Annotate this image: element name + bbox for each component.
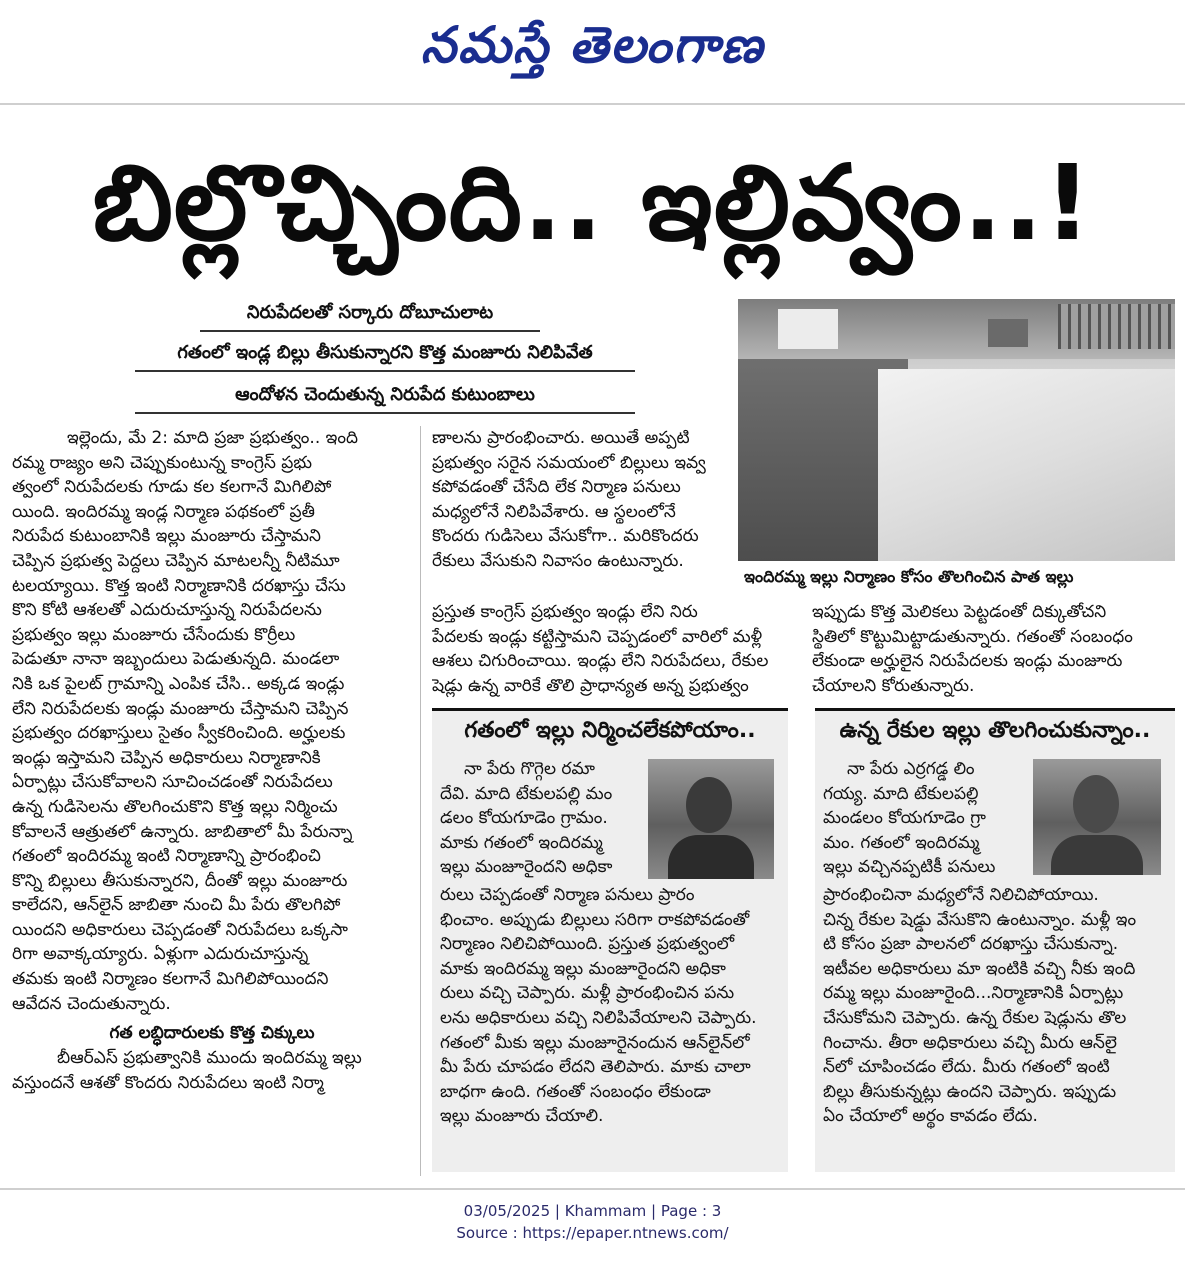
body-line: పేదలకు ఇండ్లు కట్టిస్తామని చెప్పడంలో వారిలో మళ్లీ <box>432 626 763 647</box>
body-line: రేకులు వేసుకుని నివాసం ఉంటున్నారు. <box>432 550 684 571</box>
body-line: రమ్మ ఇల్లు మంజూరైంది...నిర్మాణానికి ఏర్పాట్లు <box>823 983 1124 1004</box>
body-line: గయ్య. మాది టేకులపల్లి <box>823 783 979 804</box>
body-line: నిరుపేద కుటుంబానికి ఇల్లు మంజూరు చేస్తామని <box>12 526 321 547</box>
body-line: చేసుకోమని చెప్పారు. ఉన్న రేకుల షెడ్లును తొల <box>823 1007 1127 1028</box>
body-line: భించాం. అప్పుడు బిల్లులు సరిగా రాకపోవడంతో <box>440 909 750 930</box>
body-line: కాలేదని, ఆన్‌లైన్ జాబితా నుంచి మీ పేరు తొలగిపో <box>12 895 341 916</box>
article-column-2 <box>432 426 732 574</box>
body-line: ఇల్లు మంజూరు చేయాలి. <box>440 1106 604 1127</box>
body-line: ణాలను ప్రారంభించారు. అయితే అప్పటి <box>432 428 690 448</box>
page-footer <box>0 1200 1185 1260</box>
body-line: ఆశలు చిగురించాయి. ఇండ్లు లేని నిరుపేదలు, రేకుల <box>432 651 769 672</box>
quote-box-2 <box>815 708 1175 1172</box>
body-line: ఆవేదన చెందుతున్నారు. <box>12 993 171 1014</box>
body-line: చెప్పిన ప్రభుత్వ పెద్దలు చెప్పిన మాటలన్నీ నీటిమూ <box>12 550 340 571</box>
source-link[interactable]: Source : https://epaper.ntnews.com/ <box>456 1224 729 1242</box>
deck-line-2: గతంలో ఇండ్ల బిల్లు తీసుకున్నారని కొత్త మంజూరు నిలిపివేత <box>135 340 635 372</box>
body-line: ప్రారంభించినా మధ్యలోనే నిలిచిపోయాయి. <box>823 885 1099 905</box>
body-line: యింది. ఇందిరమ్మ ఇండ్ల నిర్మాణ పథకంలో ప్రతీ <box>12 501 315 522</box>
body-line: లను అధికారులు వచ్చి నిలిపివేయాలని చెప్పారు. <box>440 1007 757 1028</box>
quote-box-title: గతంలో ఇల్లు నిర్మించలేకపోయాం.. <box>464 718 756 743</box>
body-line: బిల్లు తీసుకున్నట్లు ఉందని చెప్పారు. ఇప్పుడు <box>823 1081 1117 1102</box>
body-line: మీ పేరు చూపడం లేదని తెలిపారు. మాకు చాలా <box>440 1057 751 1078</box>
body-line: నికి ఒక పైలట్ గ్రామాన్ని ఎంపిక చేసి.. అక్కడ ఇండ్లు <box>12 673 345 694</box>
article-headline: బిల్లొచ్చింది.. ఇల్లివ్వం..! <box>92 142 1093 264</box>
body-line: స్థితిలో కొట్టుమిట్టాడుతున్నారు. గతంతో సంబంధం <box>812 626 1133 647</box>
body-line: షెడ్లు ఉన్న వారికే తొలి ప్రాధాన్యత అన్న ప్రభుత్వం <box>432 675 749 696</box>
body-line: లేకుండా అర్హులైన నిరుపేదలకు ఇండ్లు మంజూరు <box>812 651 1123 672</box>
man-portrait-photo <box>1033 759 1161 875</box>
body-line: మండలం కోయగూడెం గ్రా <box>823 808 986 829</box>
body-line: డలం కోయగూడెం గ్రామం. <box>440 808 608 829</box>
column-divider <box>420 426 421 1176</box>
body-line: ఏం చేయాలో అర్థం కావడం లేదు. <box>823 1106 1038 1127</box>
body-line: తమకు ఇంటి నిర్మాణం కలగానే మిగిలిపోయిందని <box>12 969 329 990</box>
body-line: టలయ్యాయి. కొత్త ఇంటి నిర్మాణానికి దరఖాస్తు చేసు <box>12 575 346 596</box>
body-line: కోవాలనే ఆత్రుతలో ఉన్నారు. జాబితాలో మీ పేరున్నా <box>12 821 353 842</box>
body-line: త్వంలో నిరుపేదలకు గూడు కల కలగానే మిగిలిపో <box>12 477 332 498</box>
body-line: పెడుతూ నానా ఇబ్బందులు పెడుతున్నది. మండలా <box>12 649 340 670</box>
body-line: టి కోసం ప్రజా పాలనలో దరఖాస్తు చేసుకున్నా. <box>823 934 1119 955</box>
body-line: ఇండ్లు ఇస్తామని చెప్పిన అధికారులు నిర్మాణానికి <box>12 747 321 768</box>
body-line: చిన్న రేకుల షెడ్డు వేసుకొని ఉంటున్నాం. మళ్లీ ఇం <box>823 909 1137 930</box>
newspaper-masthead-logo: నమస్తే తెలంగాణ <box>420 15 765 74</box>
body-line: ఉన్న గుడిసెలను తొలగించుకొని కొత్త ఇల్లు నిర్మించు <box>12 796 338 817</box>
quote-box-title: ఉన్న రేకుల ఇల్లు తొలగించుకున్నాం.. <box>839 718 1151 743</box>
body-line: నా పేరు గొగ్గెల రమా <box>464 759 595 779</box>
body-line: కపోవడంతో చేసేది లేక నిర్మాణ పనులు <box>432 477 681 498</box>
body-line: ఇల్లు వచ్చినప్పటికీ పనులు <box>823 857 996 878</box>
edition-info: 03/05/2025 | Khammam | Page : 3 <box>463 1202 722 1220</box>
body-line: ప్రభుత్వం సరైన సమయంలో బిల్లులు ఇవ్వ <box>432 452 706 473</box>
body-line: ఏర్పాట్లు చేసుకోవాలని సూచించడంతో నిరుపేదలు <box>12 772 333 793</box>
article-column-3 <box>812 600 1177 698</box>
body-line: ఇల్లు మంజూరైందని అధికా <box>440 857 613 878</box>
body-line: ఇటీవల అధికారులు మా ఇంటికి వచ్చి నీకు ఇంది <box>823 958 1136 979</box>
article-column-1 <box>12 426 412 1095</box>
deck-line-1: నిరుపేదలతో సర్కారు దోబూచులాట <box>200 300 540 332</box>
body-line: మం. గతంలో ఇందిరమ్మ <box>823 832 980 853</box>
body-line: లేని నిరుపేదలకు ఇండ్లు మంజూరు చేస్తామని చెప్పిన <box>12 698 349 719</box>
body-line: నా పేరు ఎర్రగడ్డ లిం <box>847 759 975 779</box>
article-column-2-wide <box>432 600 787 698</box>
body-line: చేయాలని కోరుతున్నారు. <box>812 675 975 696</box>
body-line: కొని కోటి ఆశలతో ఎదురుచూస్తున్న నిరుపేదలను <box>12 600 322 621</box>
body-line: బాధగా ఉంది. గతంతో సంబంధం లేకుండా <box>440 1081 711 1102</box>
body-line: గించాను. తీరా అధికారులు వచ్చి మీరు ఆన్‌లై <box>823 1032 1117 1053</box>
body-line: మాకు గతంలో ఇందిరమ్మ <box>440 832 603 853</box>
body-line: న్‌లో చూపించడం లేదు. మీరు గతంలో ఇంటి <box>823 1057 1110 1078</box>
body-line: యిందని అధికారులు చెప్పడంతో నిరుపేదలు ఒక్కసా <box>12 919 348 940</box>
body-line: గతంలో మీకు ఇల్లు మంజూరైనందున ఆన్‌లైన్‌లో <box>440 1032 750 1053</box>
body-line: ప్రభుత్వం దరఖాస్తులు సైతం స్వీకరించింది. అర్హులకు <box>12 723 346 744</box>
body-line: రిగా అవాక్కయ్యారు. ఏళ్లుగా ఎదురుచూస్తున్న <box>12 944 309 965</box>
quote-box-1 <box>432 708 788 1172</box>
body-line: ఇప్పుడు కొత్త మెలికలు పెట్టడంతో దిక్కుతోచని <box>812 602 1107 622</box>
deck-line-3: ఆందోళన చెందుతున్న నిరుపేద కుటుంబాలు <box>135 382 635 414</box>
body-line: ప్రస్తుత కాంగ్రెస్ ప్రభుత్వం ఇండ్లు లేని నిరు <box>432 602 698 622</box>
body-line: గతంలో ఇందిరమ్మ ఇంటి నిర్మాణాన్ని ప్రారంభించి <box>12 846 321 867</box>
demolished-house-photo <box>738 299 1175 561</box>
body-line: ఇల్లెందు, మే 2: మాది ప్రజా ప్రభుత్వం.. ఇంది <box>67 428 358 448</box>
body-line: ప్రభుత్వం ఇల్లు మంజూరు చేసేందుకు కొర్రీలు <box>12 624 296 645</box>
body-line: కొన్ని బిల్లులు తీసుకున్నారని, దీంతో ఇల్లు మంజూరు <box>12 870 348 891</box>
body-line: వస్తుందనే ఆశతో కొందరు నిరుపేదలు ఇంటి నిర్మా <box>12 1072 324 1093</box>
photo-caption: ఇందిరమ్మ ఇల్లు నిర్మాణం కోసం తొలగించిన పాత ఇల్లు <box>744 567 1074 586</box>
body-line: రులు వచ్చి చెప్పారు. మళ్లీ ప్రారంభించిన పను <box>440 983 735 1004</box>
body-line: మధ్యలోనే నిలిపివేశారు. ఆ స్థలంలోనే <box>432 501 676 522</box>
body-line: నిర్మాణం నిలిచిపోయింది. ప్రస్తుత ప్రభుత్వంలో <box>440 934 735 955</box>
body-line: మాకు ఇందిరమ్మ ఇల్లు మంజూరైందని అధికా <box>440 958 726 979</box>
body-line: రమ్మ రాజ్యం అని చెప్పుకుంటున్న కాంగ్రెస్ ప్రభు <box>12 452 313 473</box>
body-line: దేవి. మాది టేకులపల్లి మం <box>440 783 613 804</box>
body-line: బీఆర్‌ఎస్ ప్రభుత్వానికి ముందు ఇందిరమ్మ ఇల్లు <box>57 1048 362 1069</box>
sub-heading: గత లబ్ధిదారులకు కొత్త చిక్కులు <box>109 1023 315 1044</box>
woman-portrait-photo <box>648 759 774 879</box>
body-line: కొందరు గుడిసెలు వేసుకోగా.. మరికొందరు <box>432 526 699 547</box>
body-line: రులు చెప్పడంతో నిర్మాణ పనులు ప్రారం <box>440 885 695 905</box>
